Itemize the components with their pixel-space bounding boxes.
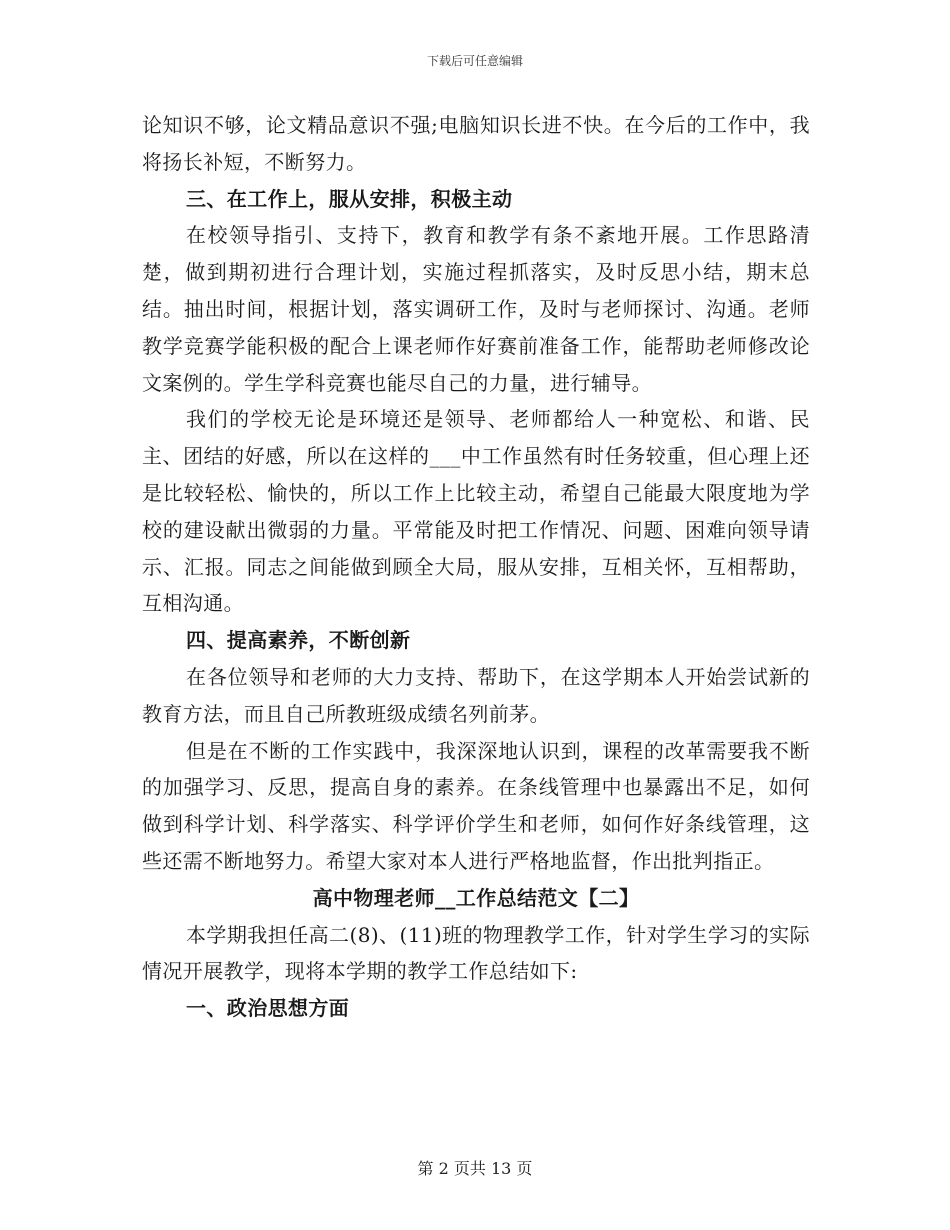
document-subtitle: 高中物理老师__工作总结范文【二】: [312, 885, 640, 910]
paragraph: 在各位领导和老师的大力支持、帮助下，在这学期本人开始尝试新的教育方法，而且自己所教班级成绩名列前茅。: [142, 664, 810, 726]
paragraph: 我们的学校无论是环境还是领导、老师都给人一种宽松、和谐、民主、团结的好感，所以在这样的___中工作虽然有时任务较重，但心理上还是比较轻松、愉快的，所以工作上比较主动，希望自己能最大限度地为学校的建设献出微弱的力量。平常能及时把工作情况、问题、困难向领导请示、汇报。同志之间能做到顾全大局，服从安排，互相关怀，互相帮助，互相沟通。: [142, 407, 810, 616]
section-heading-1: 一、政治思想方面: [186, 996, 350, 1021]
document-body: [142, 107, 810, 1027]
section-heading-3: 三、在工作上，服从安排，积极主动: [186, 186, 513, 211]
paragraph: 在校领导指引、支持下，教育和教学有条不紊地开展。工作思路清楚，做到期初进行合理计划，实施过程抓落实，及时反思小结，期末总结。抽出时间，根据计划，落实调研工作，及时与老师探讨、沟通。老师教学竞赛学能积极的配合上课老师作好赛前准备工作，能帮助老师修改论文案例的。学生学科竞赛也能尽自己的力量，进行辅导。: [142, 223, 810, 395]
paragraph-continued: 论知识不够，论文精品意识不强;电脑知识长进不快。在今后的工作中，我将扬长补短，不断努力。: [142, 113, 810, 174]
page-header-note: 下载后可任意编辑: [426, 54, 523, 68]
paragraph: 但是在不断的工作实践中，我深深地认识到，课程的改革需要我不断的加强学习、反思，提高自身的素养。在条线管理中也暴露出不足，如何做到科学计划、科学落实、科学评价学生和老师，如何作好条线管理，这些还需不断地努力。希望大家对本人进行严格地监督，作出批判指正。: [142, 738, 810, 873]
section-heading-4: 四、提高素养，不断创新: [186, 628, 411, 653]
paragraph: 本学期我担任高二(8)、(11)班的物理教学工作，针对学生学习的实际情况开展教学，现将本学期的教学工作总结如下:: [142, 922, 810, 984]
page-number: 第 2 页共 13 页: [417, 1159, 533, 1178]
